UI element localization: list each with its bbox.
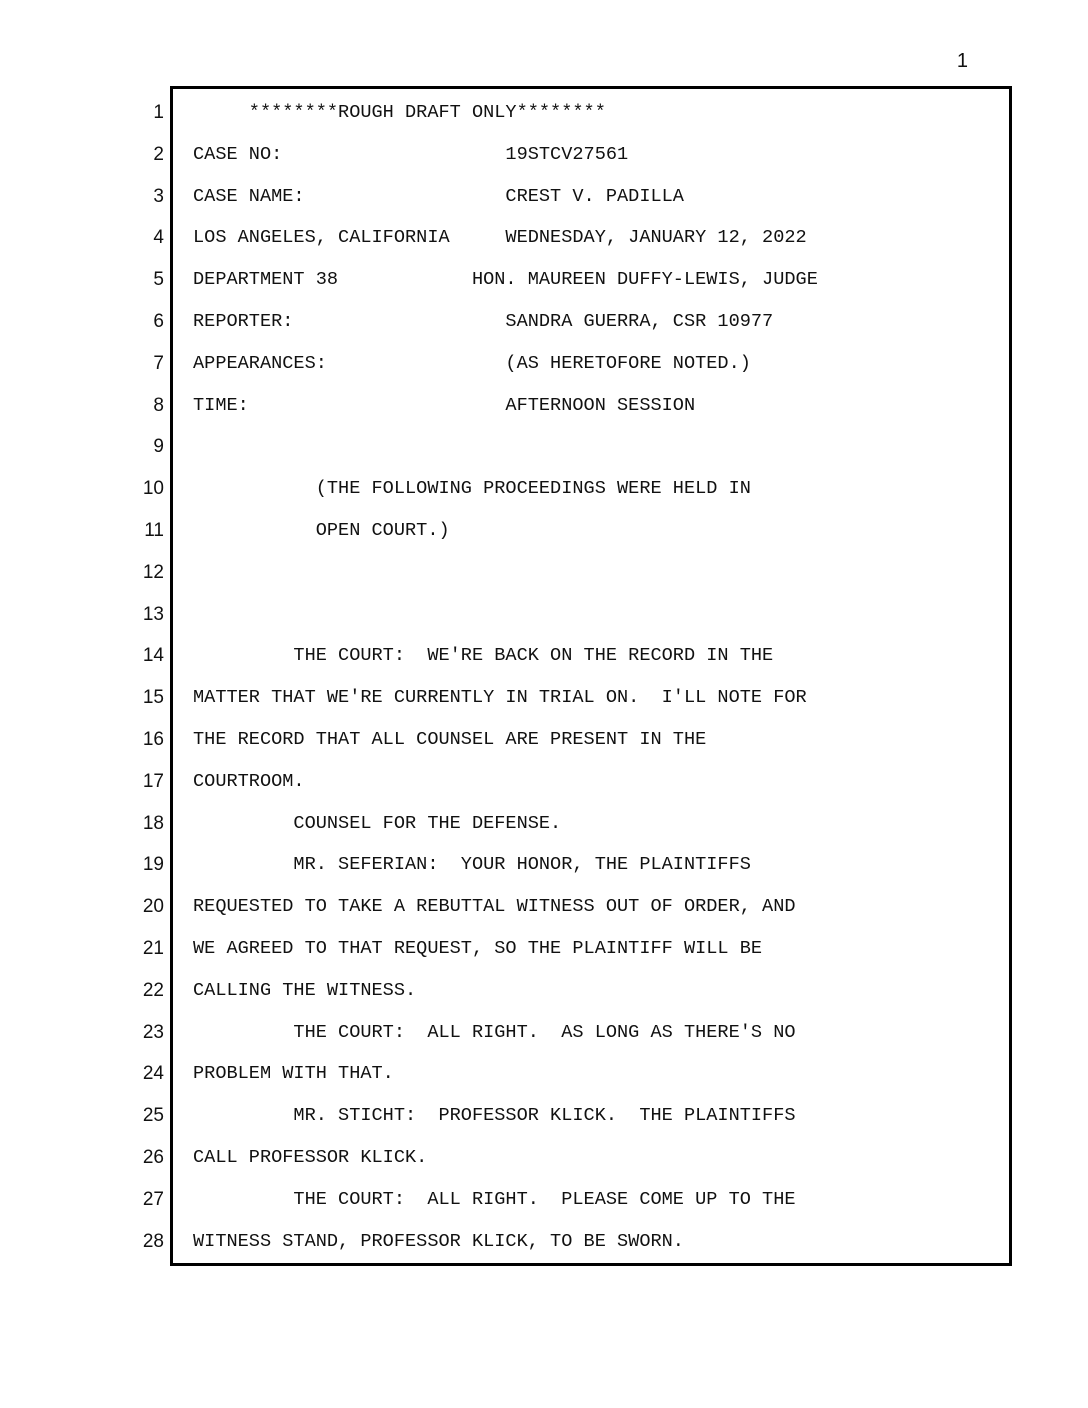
line-number: 20 xyxy=(142,896,164,918)
line-number: 8 xyxy=(153,394,164,416)
line-number: 21 xyxy=(142,937,164,959)
line-number: 12 xyxy=(142,561,164,583)
line-number: 15 xyxy=(142,687,164,709)
transcript-line: (THE FOLLOWING PROCEEDINGS WERE HELD IN xyxy=(193,478,751,500)
transcript-line: THE COURT: ALL RIGHT. PLEASE COME UP TO THE xyxy=(193,1188,796,1210)
line-number: 4 xyxy=(153,227,164,249)
transcript-line: MR. STICHT: PROFESSOR KLICK. THE PLAINTIFFS xyxy=(193,1105,796,1127)
transcript-line: LOS ANGELES, CALIFORNIA WEDNESDAY, JANUARY 12, 2022 xyxy=(193,227,807,249)
line-number: 16 xyxy=(142,728,164,750)
transcript-line: PROBLEM WITH THAT. xyxy=(193,1063,394,1085)
line-number: 14 xyxy=(142,645,164,667)
transcript-text xyxy=(193,92,993,1262)
line-number: 6 xyxy=(153,310,164,332)
line-number: 23 xyxy=(142,1021,164,1043)
line-number: 13 xyxy=(142,603,164,625)
line-number: 5 xyxy=(153,269,164,291)
transcript-line: COUNSEL FOR THE DEFENSE. xyxy=(193,812,562,834)
line-number: 27 xyxy=(142,1188,164,1210)
line-number: 18 xyxy=(142,812,164,834)
page-number: 1 xyxy=(956,50,968,72)
transcript-line: APPEARANCES: (AS HERETOFORE NOTED.) xyxy=(193,352,751,374)
line-number: 17 xyxy=(142,770,164,792)
line-number: 22 xyxy=(142,979,164,1001)
transcript-line xyxy=(193,426,993,468)
transcript-line: CASE NAME: CREST V. PADILLA xyxy=(193,185,684,207)
transcript-line: DEPARTMENT 38 HON. MAUREEN DUFFY-LEWIS, JUDGE xyxy=(193,269,818,291)
line-number: 11 xyxy=(144,519,164,541)
transcript-line: TIME: AFTERNOON SESSION xyxy=(193,394,696,416)
transcript-line: MATTER THAT WE'RE CURRENTLY IN TRIAL ON. I'LL NOTE FOR xyxy=(193,687,807,709)
line-number-column xyxy=(120,92,164,1262)
line-number: 7 xyxy=(153,352,164,374)
transcript-line: THE COURT: ALL RIGHT. AS LONG AS THERE'S NO xyxy=(193,1021,796,1043)
transcript-line: REQUESTED TO TAKE A REBUTTAL WITNESS OUT OF ORDER, AND xyxy=(193,896,796,918)
transcript-line: MR. SEFERIAN: YOUR HONOR, THE PLAINTIFFS xyxy=(193,854,751,876)
transcript-line: REPORTER: SANDRA GUERRA, CSR 10977 xyxy=(193,310,774,332)
line-number: 1 xyxy=(153,102,164,123)
line-number: 25 xyxy=(142,1105,164,1127)
line-number: 3 xyxy=(153,185,164,207)
transcript-line: ********ROUGH DRAFT ONLY******** xyxy=(193,102,606,123)
transcript-line: CALLING THE WITNESS. xyxy=(193,979,417,1001)
transcript-line: WITNESS STAND, PROFESSOR KLICK, TO BE SWORN. xyxy=(193,1230,684,1252)
line-number: 24 xyxy=(142,1063,164,1085)
transcript-line: CASE NO: 19STCV27561 xyxy=(193,143,629,165)
transcript-line xyxy=(193,552,993,594)
line-number: 26 xyxy=(142,1146,164,1168)
transcript-line: WE AGREED TO THAT REQUEST, SO THE PLAINTIFF WILL BE xyxy=(193,937,763,959)
transcript-line: THE COURT: WE'RE BACK ON THE RECORD IN THE xyxy=(193,645,774,667)
transcript-line: COURTROOM. xyxy=(193,770,305,792)
transcript-line xyxy=(193,594,993,636)
line-number: 10 xyxy=(142,478,164,500)
line-number: 19 xyxy=(142,854,164,876)
transcript-line: CALL PROFESSOR KLICK. xyxy=(193,1146,428,1168)
line-number: 9 xyxy=(153,436,164,458)
transcript-line: THE RECORD THAT ALL COUNSEL ARE PRESENT IN THE xyxy=(193,728,707,750)
line-number: 2 xyxy=(153,143,164,165)
line-number: 28 xyxy=(142,1230,164,1252)
transcript-line: OPEN COURT.) xyxy=(193,519,450,541)
